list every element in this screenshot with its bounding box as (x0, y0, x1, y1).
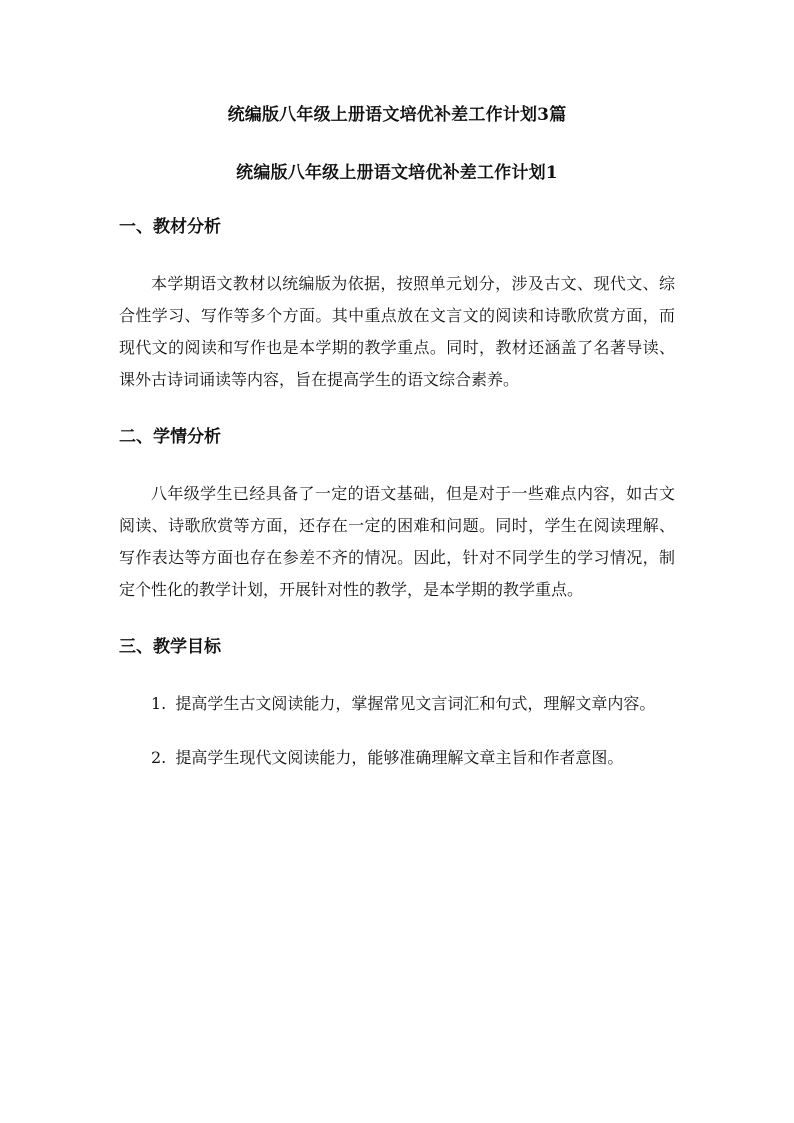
list-item-text: 提高学生现代文阅读能力，能够准确理解文章主旨和作者意图。 (175, 748, 624, 767)
section-heading-textbook-analysis: 一、教材分析 (119, 217, 221, 237)
list-item (119, 688, 675, 720)
section-heading-teaching-goals: 三、教学目标 (119, 637, 221, 657)
document-title: 统编版八年级上册语文培优补差工作计划3篇 (227, 105, 567, 125)
document-body (119, 100, 675, 796)
document-subtitle: 统编版八年级上册语文培优补差工作计划1 (236, 163, 558, 183)
section-paragraph-textbook-analysis: 本学期语文教材以统编版为依据，按照单元划分，涉及古文、现代文、综合性学习、写作等多个方面。其中重点放在文言文的阅读和诗歌欣赏方面，而现代文的阅读和写作也是本学期的教学重点。同时，教材还涵盖了名著导读、课外古诗词诵读等内容，旨在提高学生的语文综合素养。 (119, 274, 675, 389)
list-item-number: 1. (151, 694, 167, 713)
list-item (119, 742, 675, 774)
list-item-text: 提高学生古文阅读能力，掌握常见文言词汇和句式，理解文章内容。 (175, 694, 656, 713)
section-paragraph-student-analysis: 八年级学生已经具备了一定的语文基础，但是对于一些难点内容，如古文阅读、诗歌欣赏等方面，还存在一定的困难和问题。同时，学生在阅读理解、写作表达等方面也存在参差不齐的情况。因此，针对不同学生的学习情况，制定个性化的教学计划，开展针对性的教学，是本学期的教学重点。 (119, 484, 675, 599)
section-heading-student-analysis: 二、学情分析 (119, 427, 221, 447)
list-item-number: 2. (151, 748, 167, 767)
